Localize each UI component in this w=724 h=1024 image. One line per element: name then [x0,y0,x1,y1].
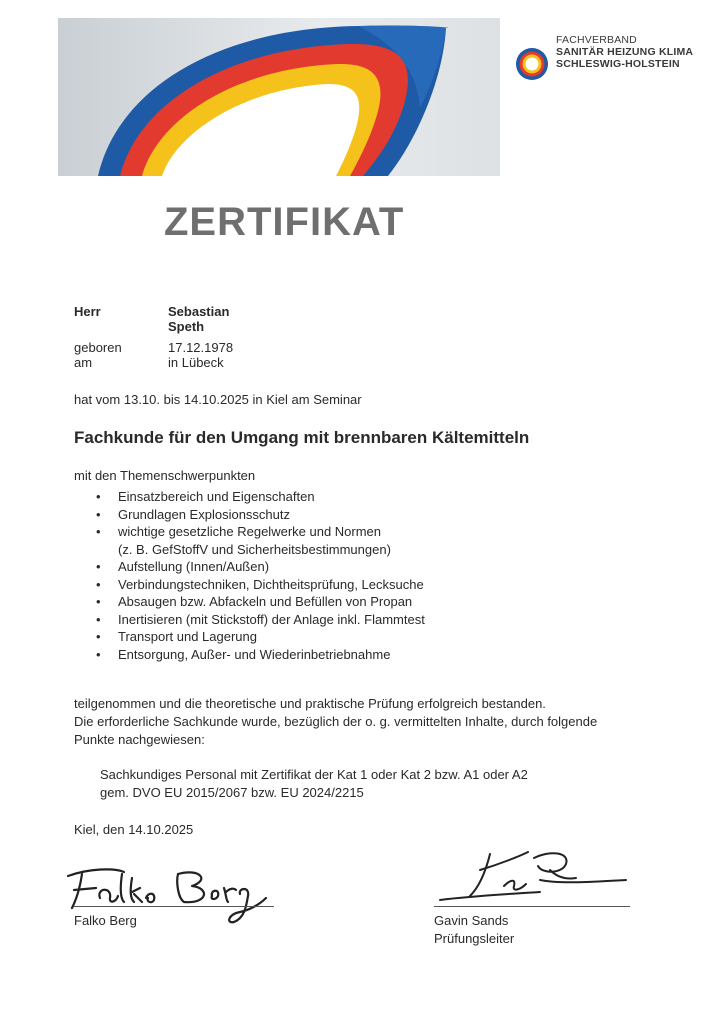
association-line-1: FACHVERBAND [556,34,637,46]
bullet-icon: • [96,576,101,592]
expertise-line-1: Sachkundiges Personal mit Zertifikat der Kat 1 oder Kat 2 bzw. A1 oder A2 [100,767,528,782]
signature-line-left [74,906,274,907]
topic-text: Inertisieren (mit Stickstoff) der Anlage inkl. Flammtest [118,611,425,627]
bullet-icon: • [96,559,101,574]
birth-label: geboren am [74,340,122,370]
topic-text: Transport und Lagerung [118,629,258,644]
result-line-3: Punkte nachgewiesen: [74,732,205,747]
signer-right-name: Gavin Sands [434,913,509,928]
topic-item [74,611,425,629]
topic-item [74,506,425,524]
association-line-2: SANITÄR HEIZUNG KLIMA [556,46,694,58]
signer-left [74,912,137,930]
topic-item [74,488,425,506]
topic-text: wichtige gesetzliche Regelwerke und Normen [118,524,382,539]
topic-item [74,628,425,646]
bullet-icon: • [96,594,101,609]
topic-text: Einsatzbereich und Eigenschaften [118,489,315,504]
topics-intro: mit den Themenschwerpunkten [74,468,256,483]
expertise-line-2: gem. DVO EU 2015/2067 bzw. EU 2024/2215 [100,785,364,800]
signer-left-name: Falko Berg [74,913,137,928]
signer-right-role: Prüfungsleiter [434,931,515,946]
certificate-title: ZERTIFIKAT [164,200,405,244]
association-ring-icon [514,46,550,82]
result-line-2: Die erforderliche Sachkunde wurde, bezüglich der o. g. vermittelten Inhalte, durch folgende [74,714,598,729]
course-title: Fachkunde für den Umgang mit brennbaren Kältemitteln [74,428,530,447]
topic-item [74,646,425,664]
bullet-icon: • [96,506,101,522]
header-ring-graphic [58,18,500,176]
signer-right [434,912,514,948]
topic-item [74,523,425,558]
result-text [74,695,654,749]
bullet-icon: • [96,629,101,644]
topic-text: Entsorgung, Außer- und Wiederinbetriebnahme [118,646,391,662]
bullet-icon: • [96,489,101,504]
topic-item [74,576,425,594]
topics-list [74,488,425,663]
birth-value: 17.12.1978 in Lübeck [168,340,234,370]
bullet-icon: • [96,611,101,627]
topic-text: Grundlagen Explosionsschutz [118,506,290,522]
place-date: Kiel, den 14.10.2025 [74,822,194,837]
bullet-icon: • [96,524,101,539]
topic-item [74,558,425,576]
topic-text: Verbindungstechniken, Dichtheitsprüfung, Lecksuche [118,576,424,592]
association-name [556,34,693,70]
expertise-statement [100,766,528,802]
signature-right-image [430,840,640,920]
bullet-icon: • [96,646,101,662]
salutation: Herr [74,304,101,319]
result-line-1: teilgenommen und die theoretische und praktische Prüfung erfolgreich bestanden. [74,696,546,711]
association-line-3: SCHLESWIG-HOLSTEIN [556,58,680,70]
topic-text: Absaugen bzw. Abfackeln und Befüllen von Propan [118,594,413,609]
signature-line-right [434,906,630,907]
seminar-intro: hat vom 13.10. bis 14.10.2025 in Kiel am Seminar [74,392,362,407]
topic-item [74,593,425,611]
topic-subtext: (z. B. GefStoffV und Sicherheitsbestimmungen) [118,541,391,557]
recipient-name: Sebastian Speth [168,304,230,334]
topic-text: Aufstellung (Innen/Außen) [118,559,270,574]
association-logo [514,34,714,84]
